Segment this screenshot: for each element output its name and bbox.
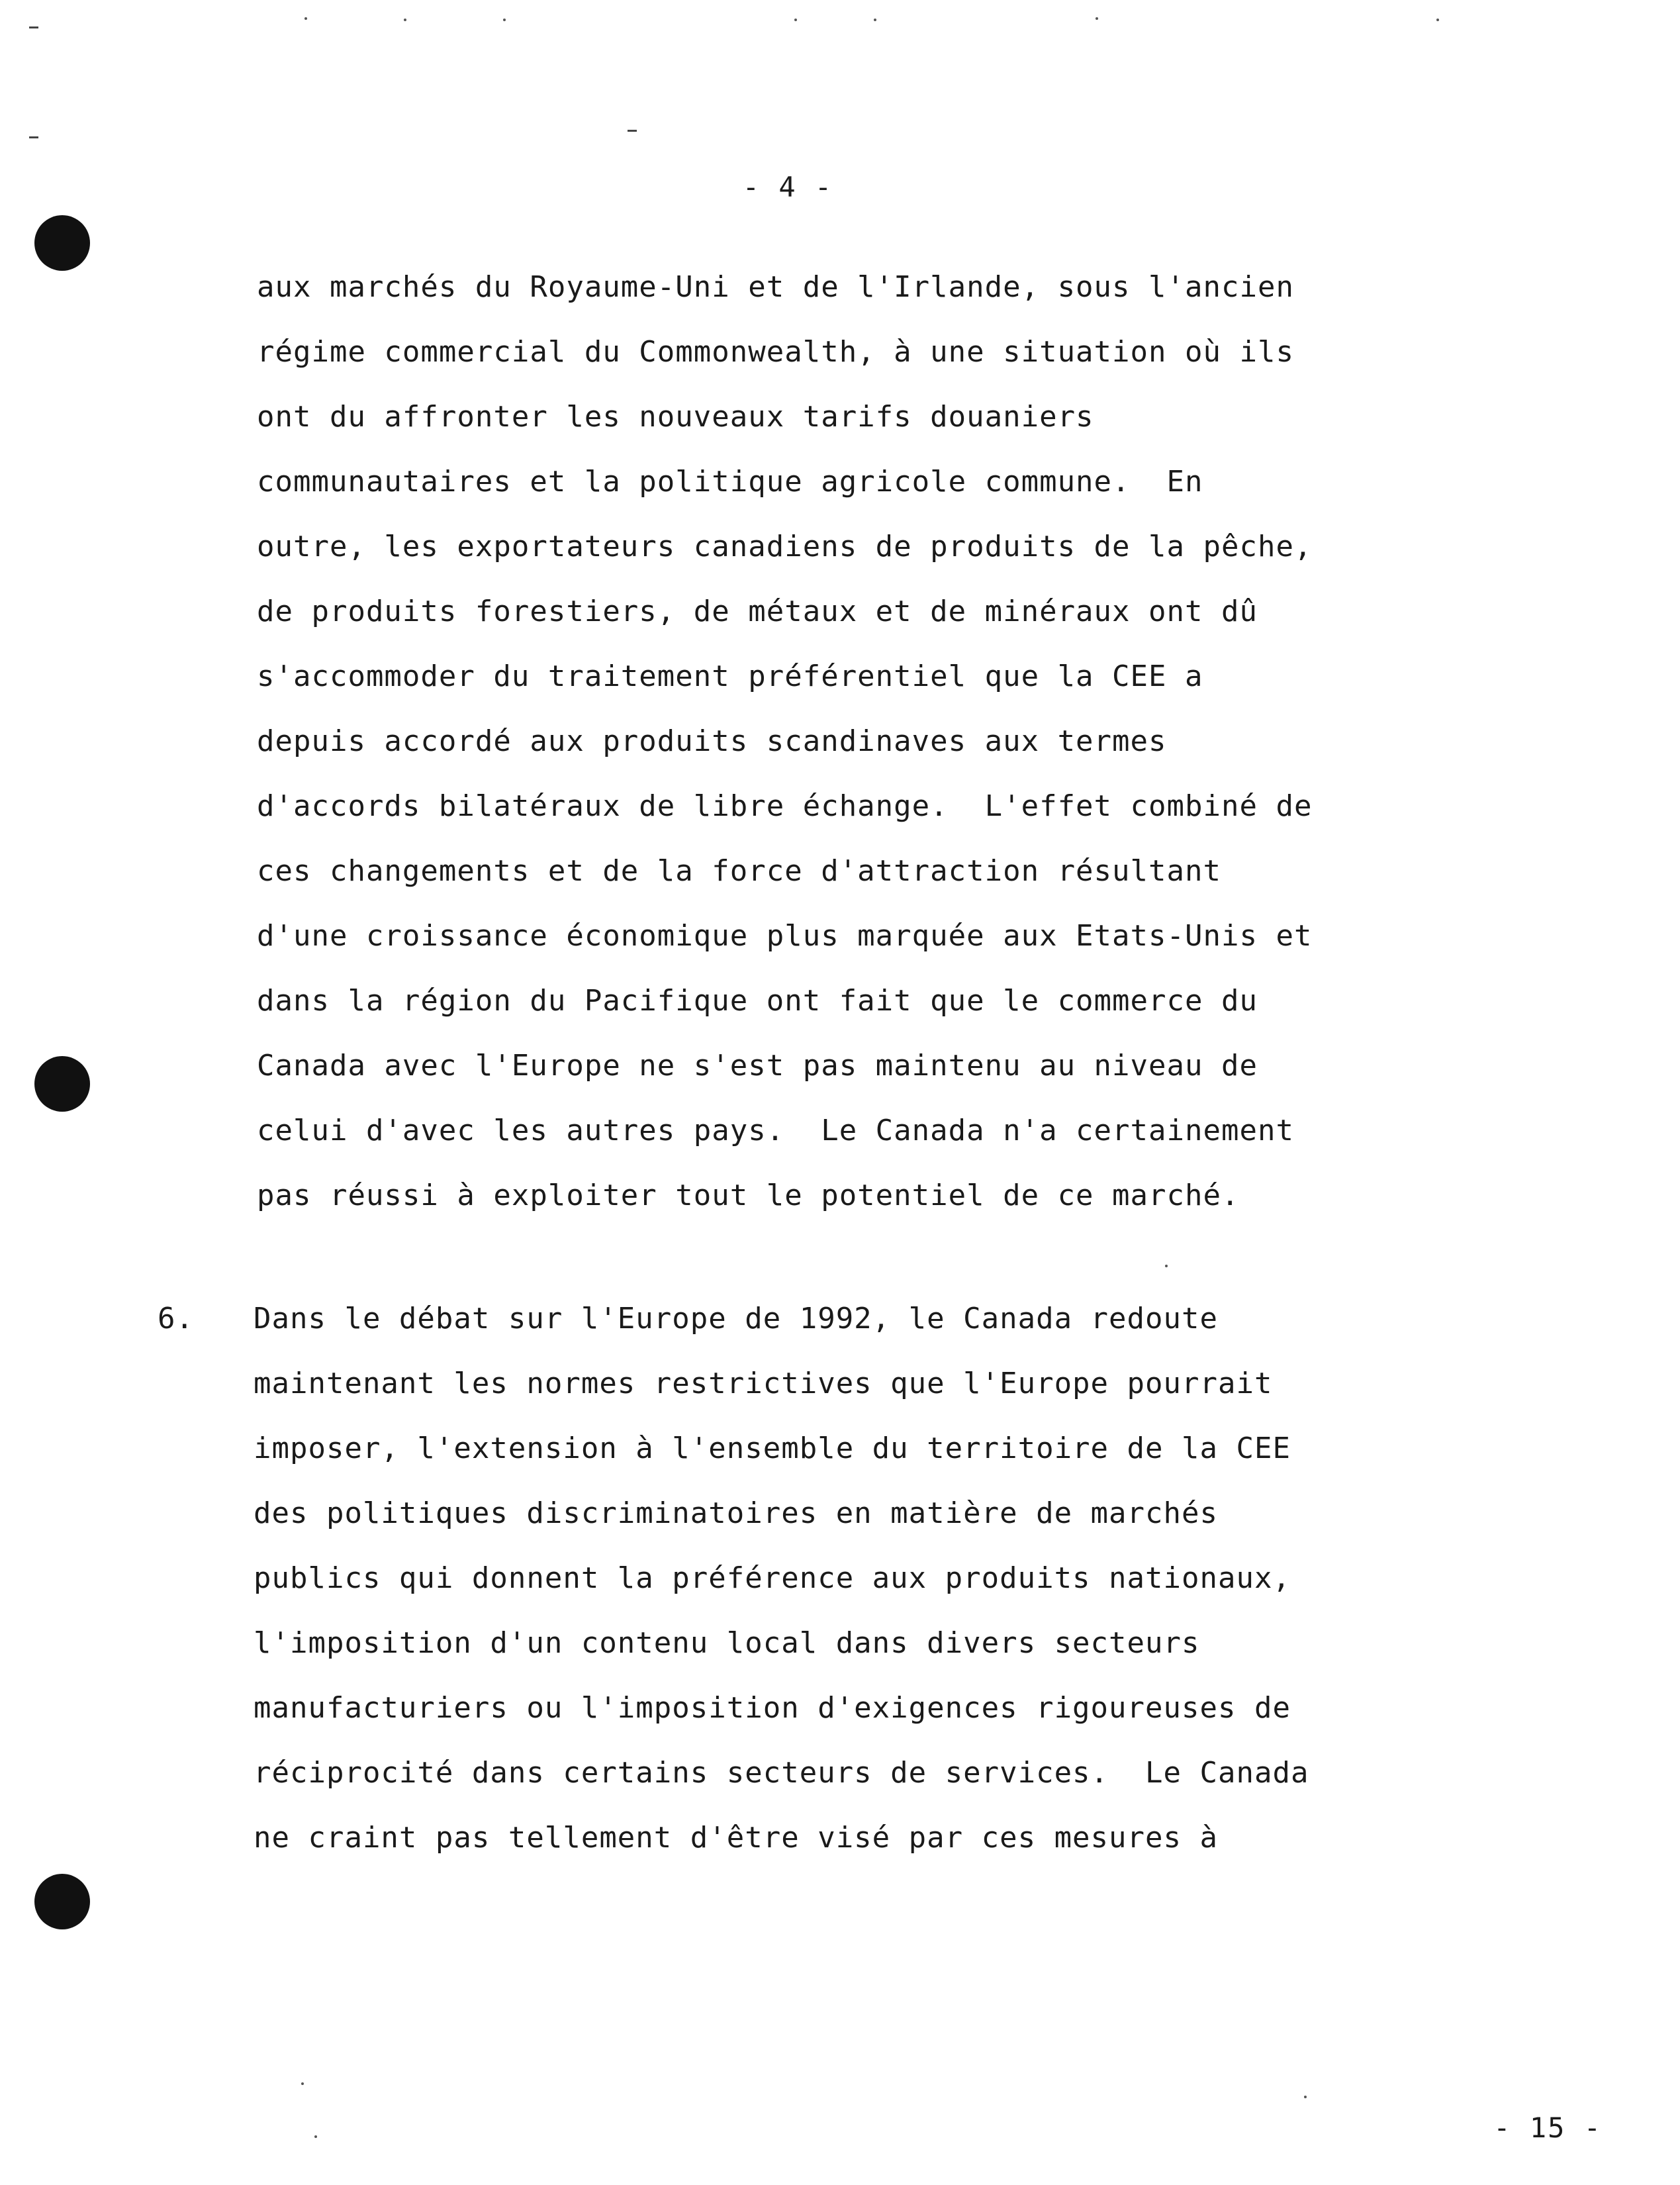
text-line: ne craint pas tellement d'être visé par ces mesures à	[254, 1821, 1218, 1855]
page-number-bottom: - 15 -	[1493, 2112, 1602, 2144]
scan-speck	[301, 2082, 304, 2085]
scan-speck	[1436, 19, 1439, 21]
paragraph-number: 6.	[158, 1302, 194, 1335]
text-line: publics qui donnent la préférence aux produits nationaux,	[254, 1561, 1291, 1595]
scan-speck	[314, 2135, 317, 2138]
text-line: réciprocité dans certains secteurs de services. Le Canada	[254, 1756, 1309, 1790]
scan-speck	[1096, 17, 1098, 20]
text-line: aux marchés du Royaume-Uni et de l'Irlande, sous l'ancien	[257, 270, 1294, 304]
text-line: régime commercial du Commonwealth, à une situation où ils	[257, 335, 1294, 369]
text-line: s'accommoder du traitement préférentiel que la CEE a	[257, 659, 1203, 693]
scan-speck	[874, 19, 876, 21]
text-line: de produits forestiers, de métaux et de minéraux ont dû	[257, 595, 1258, 628]
continued-paragraph	[257, 255, 1312, 1228]
text-line: d'une croissance économique plus marquée aux Etats-Unis et	[257, 919, 1313, 953]
text-line: celui d'avec les autres pays. Le Canada n'a certainement	[257, 1114, 1294, 1147]
text-line: Canada avec l'Europe ne s'est pas maintenu au niveau de	[257, 1049, 1258, 1083]
text-line: ont du affronter les nouveaux tarifs douaniers	[257, 400, 1094, 434]
text-line: l'imposition d'un contenu local dans divers secteurs	[254, 1626, 1200, 1660]
text-line: imposer, l'extension à l'ensemble du territoire de la CEE	[254, 1432, 1291, 1465]
scan-speck	[1165, 1265, 1168, 1267]
scan-speck	[404, 19, 406, 21]
punch-hole	[34, 1874, 90, 1929]
scan-speck	[503, 19, 506, 21]
scan-speck	[304, 17, 307, 20]
text-line: dans la région du Pacifique ont fait que le commerce du	[257, 984, 1258, 1018]
scan-speck	[794, 19, 797, 21]
text-line: des politiques discriminatoires en matière de marchés	[254, 1496, 1218, 1530]
punch-hole	[34, 215, 90, 271]
text-line: ces changements et de la force d'attraction résultant	[257, 854, 1221, 888]
scan-speck	[1304, 2096, 1307, 2098]
text-line: pas réussi à exploiter tout le potentiel de ce marché.	[257, 1179, 1240, 1212]
scan-speck	[628, 130, 637, 132]
scan-speck	[29, 136, 38, 138]
text-line: Dans le débat sur l'Europe de 1992, le Canada redoute	[254, 1302, 1218, 1335]
text-line: outre, les exportateurs canadiens de produits de la pêche,	[257, 530, 1313, 563]
scan-speck	[29, 26, 38, 28]
paragraph-6	[254, 1287, 1309, 1870]
text-line: depuis accordé aux produits scandinaves aux termes	[257, 724, 1167, 758]
page-number-top: - 4 -	[742, 171, 833, 203]
text-line: communautaires et la politique agricole commune. En	[257, 465, 1203, 499]
text-line: manufacturiers ou l'imposition d'exigences rigoureuses de	[254, 1691, 1291, 1725]
text-line: d'accords bilatéraux de libre échange. L'effet combiné de	[257, 789, 1313, 823]
punch-hole	[34, 1056, 90, 1112]
text-line: maintenant les normes restrictives que l'Europe pourrait	[254, 1367, 1273, 1400]
